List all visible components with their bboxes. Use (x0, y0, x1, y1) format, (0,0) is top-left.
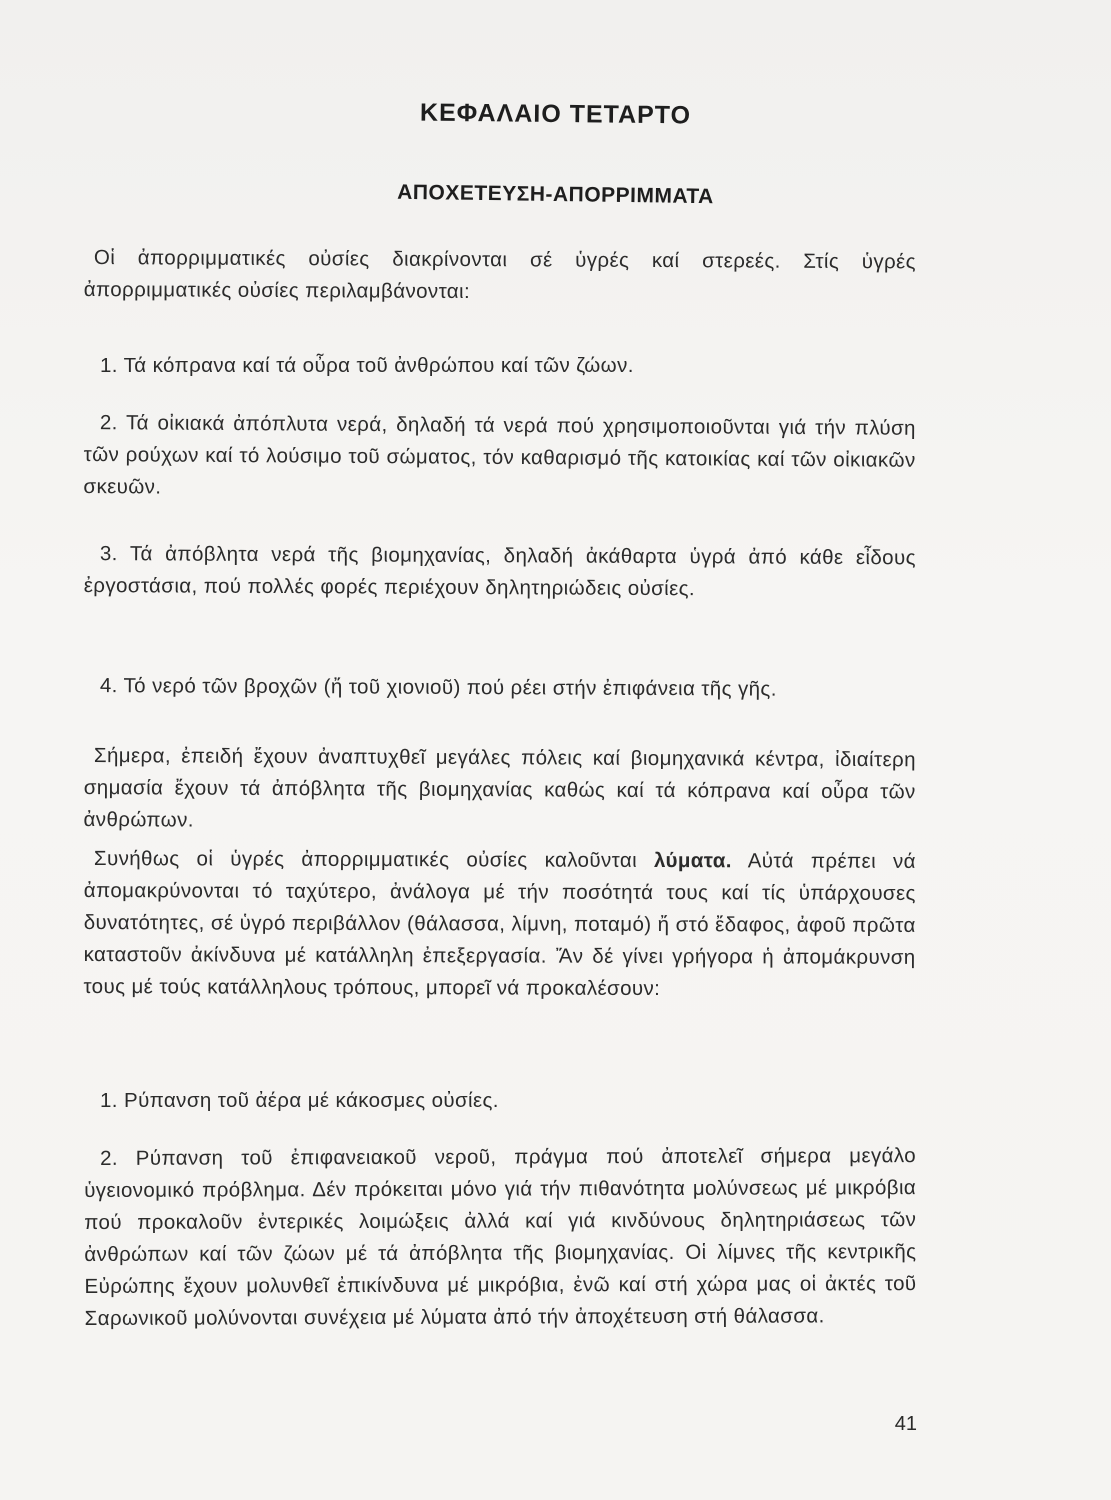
list-item-liquid-1: 1. Τά κόπρανα καί τά οὖρα τοῦ ἀνθρώπου καί τῶν ζώων. (100, 354, 634, 377)
chapter-title: ΚΕΦΑΛΑΙΟ ΤΕΤΑΡΤΟ (419, 98, 692, 130)
paragraph-lymata (83, 843, 916, 1006)
page-number: 41 (894, 1413, 917, 1435)
section-title: ΑΠΟΧΕΤΕΥΣΗ-ΑΠΟΡΡΙΜΜΑΤΑ (397, 180, 714, 209)
paragraph-lymata-end: Αὐτά πρέπει νά ἀπομακρύνονται τό ταχύτερο, ἀνάλογα μέ τήν ποσότητά τους καί τίς ὑπάρχουσες δυνατότητες, σέ ὑγρό περιβάλλον (θάλασσα, λίμνη, ποταμό) ἤ στό ἔδαφος, ἀφοῦ πρῶτα καταστοῦν ἀκίνδυνα μέ κατάλληλη ἐπεξεργασία. Ἄν δέ γίνει γρήγορα ἡ ἀπομάκρυνση τους μέ τούς κατάλληλους τρόπους, μπορεῖ νά προκαλέσουν: (83, 849, 916, 1001)
paragraph-today: Σήμερα, ἐπειδή ἔχουν ἀναπτυχθεῖ μεγάλες πόλεις καί βιομηχανικά κέντρα, ἰδιαίτερη σημασία ἔχουν τά ἀπόβλητα τῆς βιομηχανίας καθώς καί τά κόπρανα καί οὖρα τῶν ἀνθρώπων. (83, 744, 916, 832)
list-item-liquid-2: 2. Τά οἰκιακά ἀπόπλυτα νερά, δηλαδή τά νερά πού χρησιμοποιοῦνται γιά τήν πλύση τῶν ρούχων καί τό λούσιμο τοῦ σώματος, τόν καθαρισμό τῆς κατοικίας καί τῶν οἰκιακῶν σκευῶν. (83, 411, 916, 499)
list-item-consequence-2: 2. Ρύπανση τοῦ ἐπιφανειακοῦ νεροῦ, πράγμα πού ἀποτελεῖ σήμερα μεγάλο ὑγειονομικό πρόβλημα. Δέν πρόκειται μόνο γιά τήν πιθανότητα μολύνσεως μέ μικρόβια πού προκαλοῦν ἐντερικές λοιμώξεις ἀλλά καί γιά κινδύνους δηλητηριάσεως τῶν ἀνθρώπων καί τῶν ζώων μέ τά ἀπόβλητα τῆς βιομηχανίας. Οἱ λίμνες τῆς κεντρικῆς Εὐρώπης ἔχουν μολυνθεῖ ἐπικίνδυνα μέ μικρόβια, ἐνῶ καί στή χώρα μας οἱ ἀκτές τοῦ Σαρωνικοῦ μολύνονται συνέχεια μέ λύματα ἀπό τήν ἀποχέτευση στή θάλασσα. (84, 1144, 917, 1330)
list-item-liquid-4: 4. Τό νερό τῶν βροχῶν (ἤ τοῦ χιονιοῦ) πού ρέει στήν ἐπιφάνεια τῆς γῆς. (99, 674, 777, 701)
list-item-liquid-3: 3. Τά ἀπόβλητα νερά τῆς βιομηχανίας, δηλαδή ἀκάθαρτα ὑγρά ἀπό κάθε εἶδους ἐργοστάσια, πού πολλές φορές περιέχουν δηλητηριώδεις οὐσίες. (83, 542, 916, 601)
paragraph-lymata-start: Συνήθως οἱ ὑγρές ἀπορριμματικές οὐσίες καλοῦνται (93, 847, 655, 872)
list-item-consequence-1: 1. Ρύπανση τοῦ ἀέρα μέ κάκοσμες οὐσίες. (100, 1089, 499, 1112)
term-lymata: λύματα. (654, 848, 732, 873)
intro-paragraph: Οἱ ἀπορριμματικές οὐσίες διακρίνονται σέ ὑγρές καί στερεές. Στίς ὑγρές ἀπορριμματικές οὐσίες περιλαμβάνονται: (83, 246, 916, 304)
